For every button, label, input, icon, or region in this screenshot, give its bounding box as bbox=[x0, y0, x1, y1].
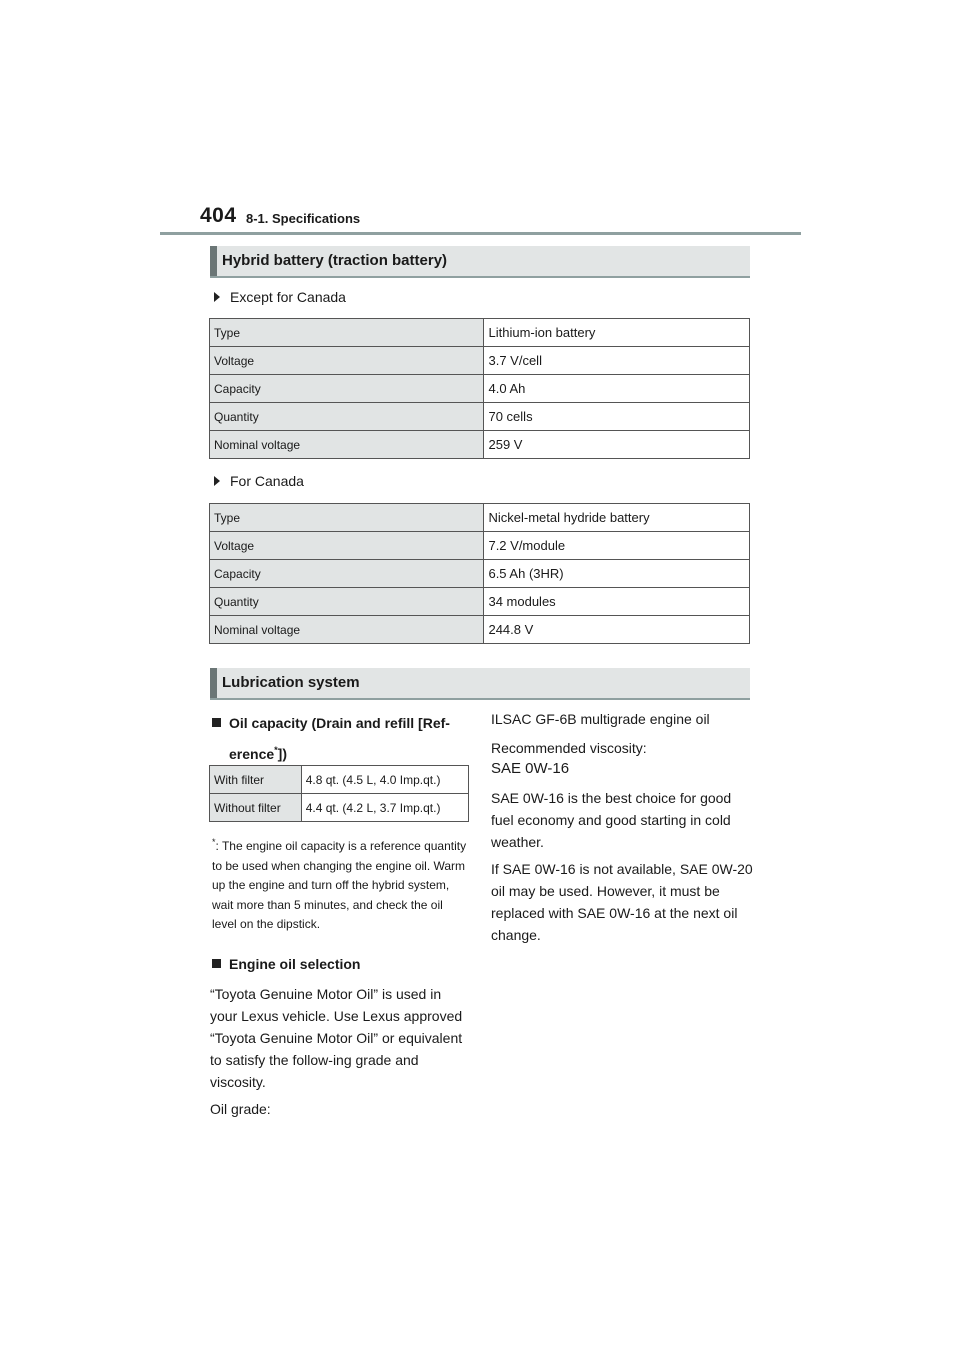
oil-grade-value: ILSAC GF-6B multigrade engine oil bbox=[491, 711, 710, 727]
triangle-bullet-icon bbox=[214, 476, 220, 486]
table-row bbox=[210, 588, 750, 616]
spec-key: Capacity bbox=[210, 560, 484, 588]
table-row bbox=[210, 560, 750, 588]
oil-grade-label: Oil grade: bbox=[210, 1101, 271, 1117]
best-choice-text: SAE 0W-16 is the best choice for good fuel economy and good starting in cold weather. bbox=[491, 790, 732, 850]
table-row bbox=[210, 347, 750, 375]
battery-spec-table-canada bbox=[209, 503, 750, 644]
spec-value: 34 modules bbox=[484, 588, 750, 616]
alternative-oil-text: If SAE 0W-16 is not available, SAE 0W-20 oil may be used. However, it must be replaced with SAE 0W-16 at the next oil change. bbox=[491, 861, 753, 943]
spec-key: Nominal voltage bbox=[210, 431, 484, 459]
viscosity-label: Recommended viscosity: bbox=[491, 740, 647, 756]
table-row bbox=[210, 504, 750, 532]
spec-value: 6.5 Ah (3HR) bbox=[484, 560, 750, 588]
table-row bbox=[210, 431, 750, 459]
table-row bbox=[210, 616, 750, 644]
table-row bbox=[210, 794, 469, 822]
spec-key: Type bbox=[210, 319, 484, 347]
spec-value: 7.2 V/module bbox=[484, 532, 750, 560]
table-row bbox=[210, 532, 750, 560]
square-bullet-icon bbox=[212, 959, 221, 968]
spec-key: Voltage bbox=[210, 532, 484, 560]
spec-value: Lithium-ion battery bbox=[484, 319, 750, 347]
triangle-bullet-icon bbox=[214, 292, 220, 302]
table-row bbox=[210, 375, 750, 403]
spec-value: 3.7 V/cell bbox=[484, 347, 750, 375]
section-header-bar bbox=[210, 668, 217, 698]
spec-key: Capacity bbox=[210, 375, 484, 403]
square-bullet-icon bbox=[212, 718, 221, 727]
spec-value: 4.8 qt. (4.5 L, 4.0 Imp.qt.) bbox=[301, 766, 468, 794]
page-number: 404 bbox=[200, 204, 237, 227]
spec-key: Voltage bbox=[210, 347, 484, 375]
section-title: 8-1. Specifications bbox=[246, 211, 361, 226]
spec-key: Type bbox=[210, 504, 484, 532]
lubrication-title: Lubrication system bbox=[222, 674, 360, 691]
spec-value: 4.0 Ah bbox=[484, 375, 750, 403]
table-row bbox=[210, 319, 750, 347]
engine-oil-selection-text: “Toyota Genuine Motor Oil” is used in your Lexus vehicle. Use Lexus approved “Toyota Genuine Motor Oil” or equivalent to satisfy the follow-ing grade and viscosity. bbox=[210, 986, 463, 1090]
oil-capacity-heading: Oil capacity (Drain and refill [Ref- erence*]) bbox=[212, 710, 472, 768]
oil-capacity-table bbox=[209, 765, 469, 822]
table-row bbox=[210, 766, 469, 794]
spec-value: 259 V bbox=[484, 431, 750, 459]
spec-value: Nickel-metal hydride battery bbox=[484, 504, 750, 532]
spec-value: 4.4 qt. (4.2 L, 3.7 Imp.qt.) bbox=[301, 794, 468, 822]
battery-spec-table-except-canada bbox=[209, 318, 750, 459]
spec-key: Without filter bbox=[210, 794, 302, 822]
header-rule bbox=[160, 232, 801, 235]
engine-oil-selection-heading: Engine oil selection bbox=[212, 956, 360, 972]
spec-key: Nominal voltage bbox=[210, 616, 484, 644]
section-header-bar bbox=[210, 246, 217, 276]
oil-capacity-footnote: *: The engine oil capacity is a reference quantity to be used when changing the engine oil. Warm up the engine and turn off the hybrid system, wait more than 5 minutes, and check the oil level on the dipstick. bbox=[212, 837, 467, 931]
lubrication-section-header bbox=[210, 668, 750, 700]
spec-key: Quantity bbox=[210, 403, 484, 431]
spec-key: With filter bbox=[210, 766, 302, 794]
spec-key: Quantity bbox=[210, 588, 484, 616]
hybrid-battery-title: Hybrid battery (traction battery) bbox=[222, 252, 448, 269]
table-row bbox=[210, 403, 750, 431]
spec-value: 244.8 V bbox=[484, 616, 750, 644]
viscosity-value: SAE 0W-16 bbox=[491, 760, 570, 777]
hybrid-battery-section-header bbox=[210, 246, 750, 278]
for-canada-label: For Canada bbox=[214, 473, 304, 489]
spec-value: 70 cells bbox=[484, 403, 750, 431]
except-canada-label: Except for Canada bbox=[214, 289, 346, 305]
